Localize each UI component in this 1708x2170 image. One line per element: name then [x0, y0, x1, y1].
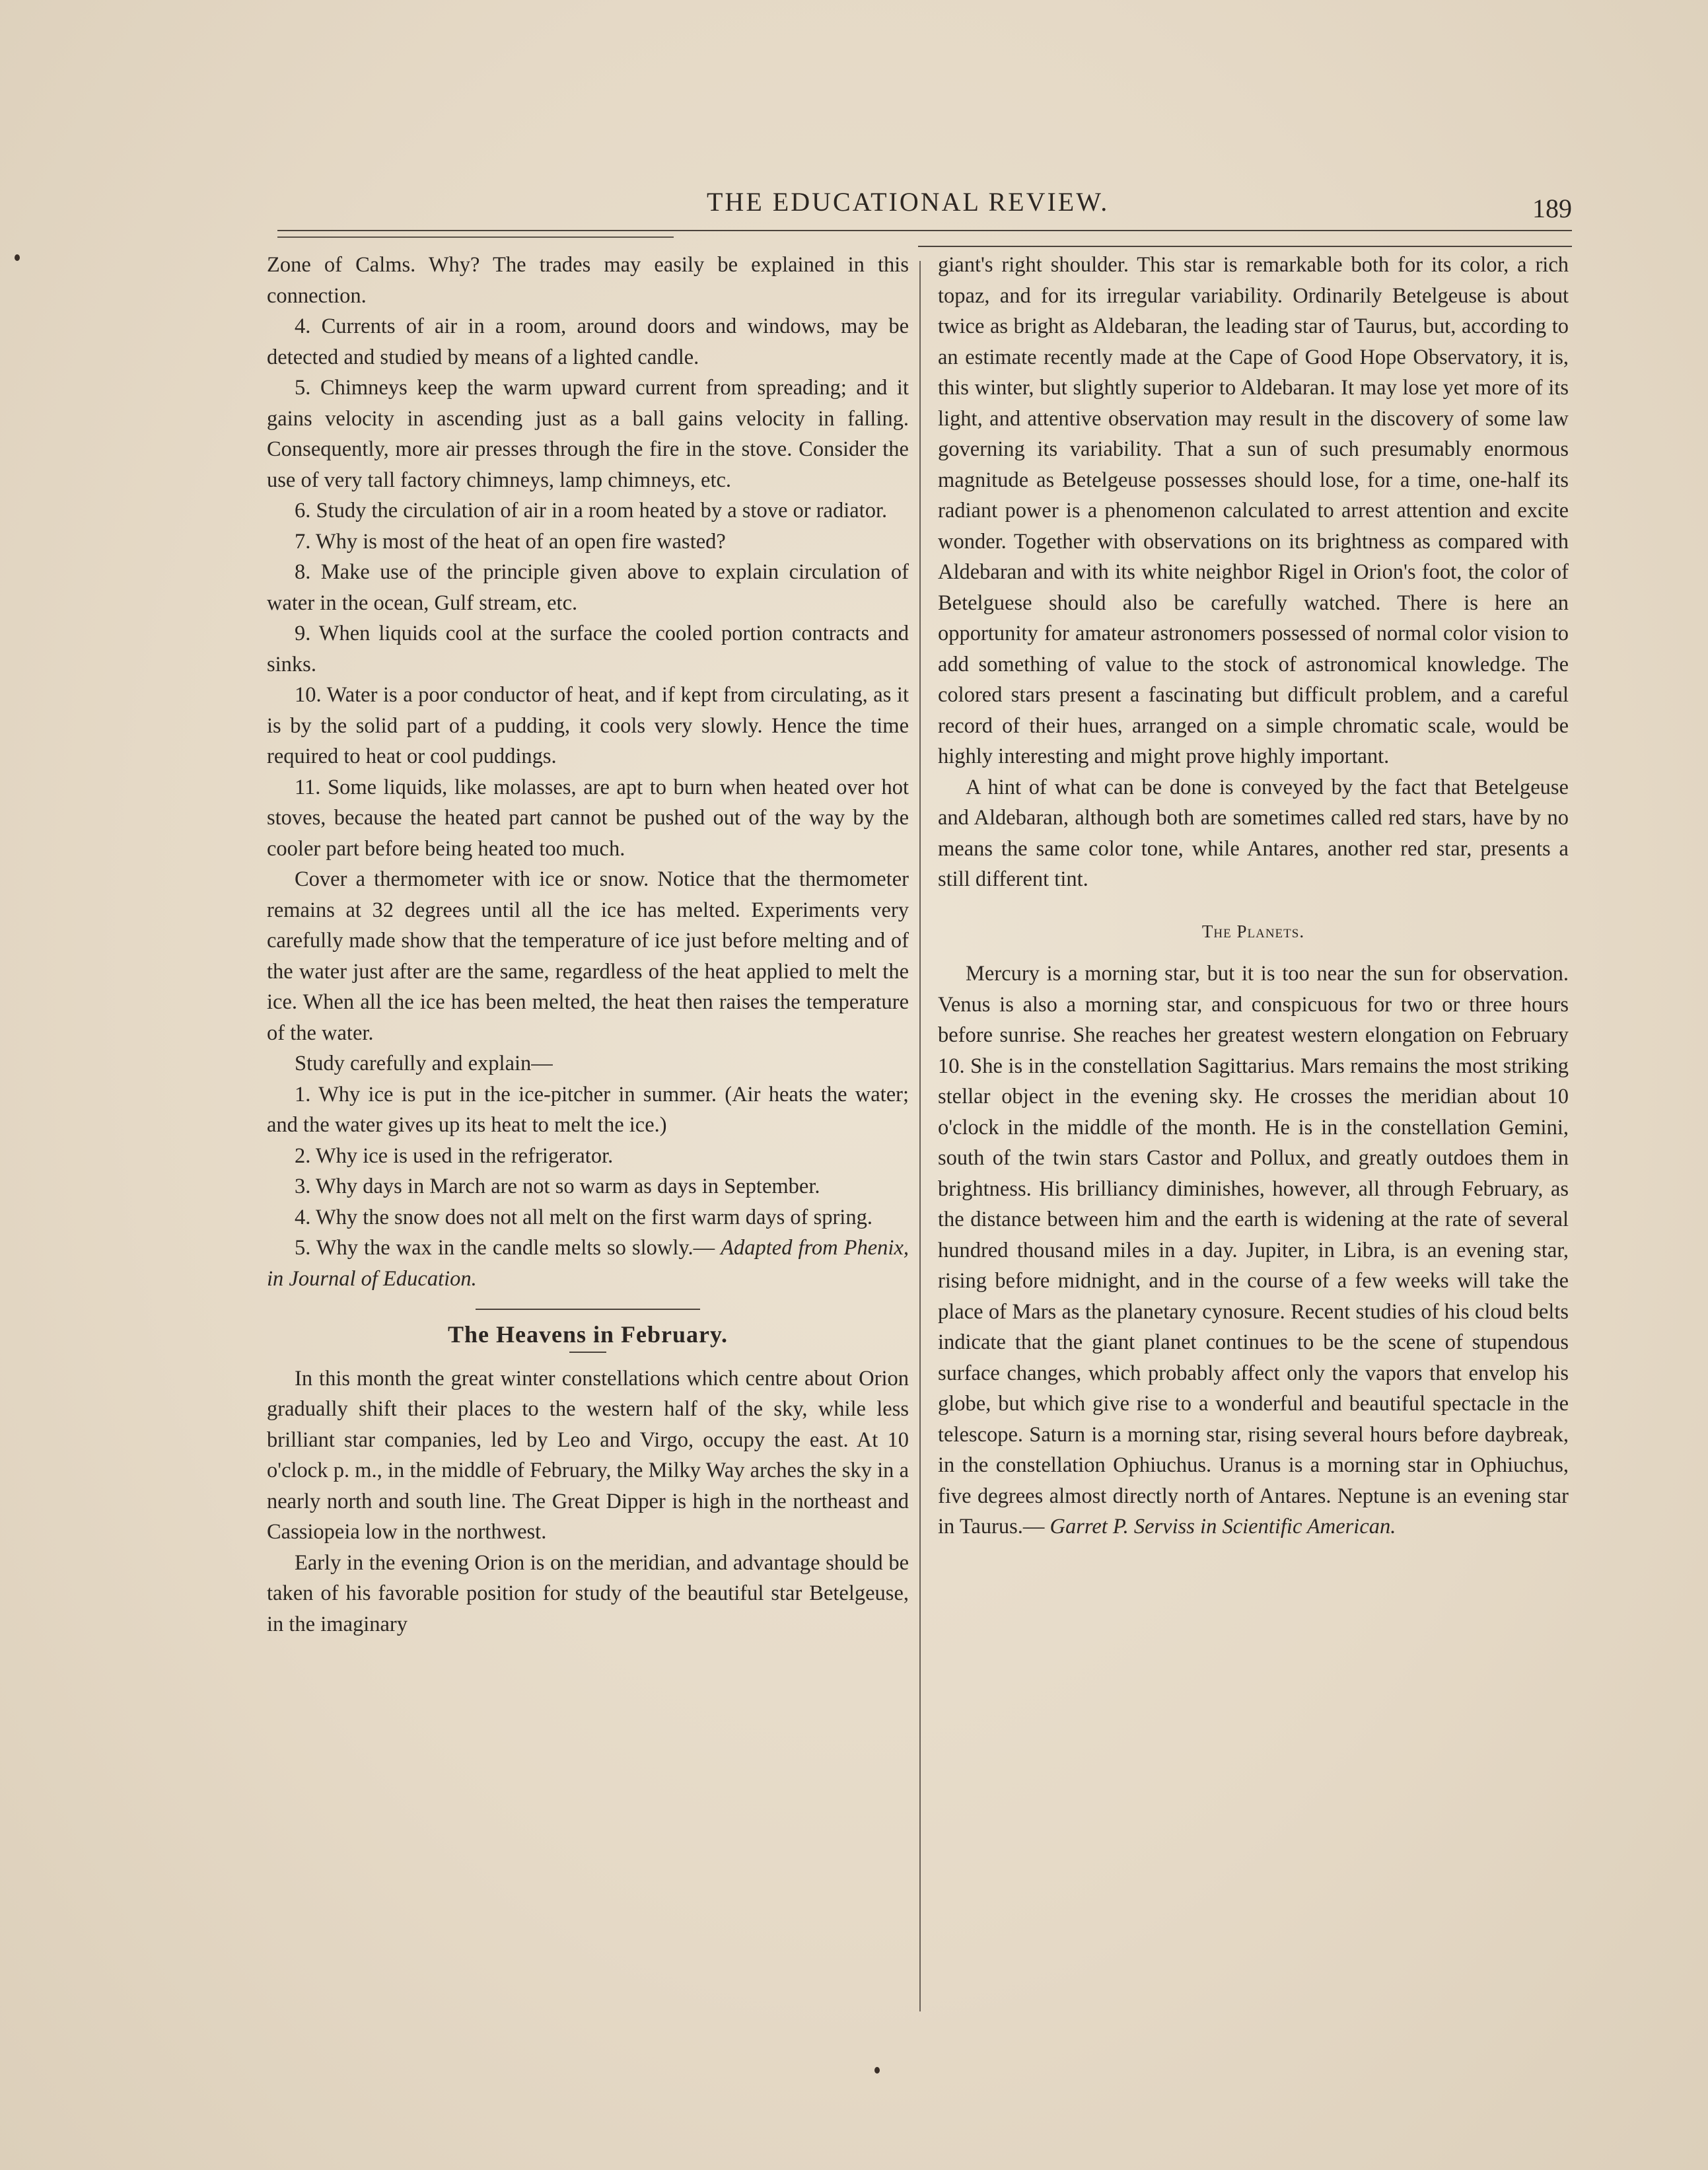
paragraph: Zone of Calms. Why? The trades may easily be explained in this connection.: [267, 253, 909, 308]
right-column: [938, 250, 1569, 1542]
header-rule-short: [277, 236, 674, 238]
header-rule: [277, 230, 1572, 231]
paragraph-with-attribution: [267, 1233, 909, 1294]
ink-spot: [15, 254, 20, 261]
paragraph: 6. Study the circulation of air in a room heated by a stove or radiator.: [295, 499, 888, 523]
paragraph: 9. When liquids cool at the surface the cooled portion contracts and sinks.: [267, 622, 909, 676]
last-item: 5. Why the wax in the candle melts so slowly.—: [295, 1236, 715, 1260]
paragraph: 11. Some liquids, like molasses, are apt to burn when heated over hot stoves, because the heated part cannot be pushed out of the way by the cooler part before being heated too much.: [267, 775, 909, 861]
paragraph: 10. Water is a poor conductor of heat, and if kept from circulating, as it is by the solid part of a pudding, it cools very slowly. Hence the time required to heat or cool puddings.: [267, 683, 909, 768]
header-rule-right: [918, 246, 1572, 247]
section-dash: [569, 1352, 606, 1353]
attribution: Garret P. Serviss in Scientific American.: [1050, 1515, 1396, 1538]
paragraph: Early in the evening Orion is on the meridian, and advantage should be taken of his favorable position for study of the beautiful star Betelgeuse, in the imaginary: [267, 1550, 909, 1636]
paragraph: 4. Why the snow does not all melt on the first warm days of spring.: [295, 1205, 872, 1229]
left-column: [267, 250, 909, 1640]
paragraph: 1. Why ice is put in the ice-pitcher in summer. (Air heats the water; and the water gives up its heat to melt the ice.): [267, 1082, 909, 1137]
running-title: THE EDUCATIONAL REVIEW.: [707, 187, 1110, 217]
paragraph: Cover a thermometer with ice or snow. Notice that the thermometer remains at 32 degrees until all the ice has melted. Experiments very carefully made show that the temperature of ice just before melting and of the water just after are the same, regardless of the heat applied to melt the ice. When all the ice has been melted, the heat then raises the temperature of the water.: [267, 867, 909, 1045]
paragraph: 8. Make use of the principle given above to explain circulation of water in the ocean, Gulf stream, etc.: [267, 560, 909, 615]
paragraph: 2. Why ice is used in the refrigerator.: [295, 1143, 614, 1168]
planets-paragraph: Mercury is a morning star, but it is too near the sun for observation. Venus is also a morning star, and conspicuous for two or three hours before sunrise. She reaches her greatest western elongation on February 10. She is in the constellation Sagittarius. Mars remains the most striking stellar object in the evening sky. He crosses the meridian about 10 o'clock in the middle of the month. He is in the constellation Gemini, south of the twin stars Castor and Pollux, and greatly outdoes them in brightness. His brilliancy diminishes, however, all through February, as the distance between him and the earth is widening at the rate of several hundred thousand miles in a day. Jupiter, in Libra, is an evening star, rising before midnight, and in the course of a few weeks will take the place of Mars as the planetary cynosure. Recent studies of his cloud belts indicate that the giant planet continues to be the scene of stupendous surface changes, which probably affect only the vapors that envelop his globe, but which give rise to a wonderful and beautiful spectacle in the telescope. Saturn is a morning star, rising several hours before daybreak, in the constellation Ophiuchus. Uranus is a morning star in Ophiuchus, five degrees almost directly north of Antares. Neptune is an evening star in Taurus.—: [938, 962, 1569, 1538]
paragraph: A hint of what can be done is conveyed by the fact that Betelgeuse and Aldebaran, although both are sometimes called red stars, have by no means the same color tone, while Antares, another red star, presents a still different tint.: [938, 775, 1569, 891]
page-header: [277, 180, 1572, 233]
section-rule: [476, 1309, 700, 1310]
section-title: The Heavens in February.: [447, 1321, 728, 1348]
paragraph: 5. Chimneys keep the warm upward current from spreading; and it gains velocity in ascending just as a ball gains velocity in falling. Consequently, more air presses through the fire in the stove. Consider the use of very tall factory chimneys, lamp chimneys, etc.: [267, 376, 909, 492]
paragraph: 7. Why is most of the heat of an open fire wasted?: [295, 529, 726, 554]
paragraph: giant's right shoulder. This star is remarkable both for its color, a rich topaz, and for its irregular variability. Ordinarily Betelgeuse is about twice as bright as Aldebaran, the leading star of Taurus, but, according to an estimate recently made at the Cape of Good Hope Observatory, it is, this winter, but slightly superior to Aldebaran. It may lose yet more of its light, and attentive observation may result in the discovery of some law governing its variability. That a sun of such presumably enormous magnitude as Betelgeuse possesses should lose, for a time, one-half its radiant power is a phenomenon calculated to arrest attention and excite wonder. Together with observations on its brightness as compared with Aldebaran and with its white neighbor Rigel in Orion's foot, the color of Betelguese should also be carefully watched. There is here an opportunity for amateur astronomers possessed of normal color vision to add something of value to the stock of astronomical knowledge. The colored stars present a fascinating but difficult problem, and a careful record of their hues, arranged on a simple chromatic scale, would be highly interesting and might prove highly important.: [938, 253, 1569, 768]
column-divider: [919, 261, 921, 2011]
ink-spot: [874, 2067, 880, 2074]
paragraph: 3. Why days in March are not so warm as days in September.: [295, 1175, 820, 1198]
paragraph: In this month the great winter constellations which centre about Orion gradually shift their places to the western half of the sky, while less brilliant star companies, led by Leo and Virgo, occupy the east. At 10 o'clock p. m., in the middle of February, the Milky Way arches the sky in a nearly north and south line. The Great Dipper is high in the northeast and Cassiopeia low in the northwest.: [267, 1366, 909, 1544]
attribution: Adapted from Phenix, in Journal of Education.: [267, 1236, 909, 1291]
paragraph-with-attribution: [938, 958, 1569, 1542]
subheading: The Planets.: [1201, 921, 1305, 941]
paragraph: 4. Currents of air in a room, around doors and windows, may be detected and studied by means of a lighted candle.: [267, 314, 909, 369]
page-number: 189: [1532, 194, 1572, 223]
paragraph: Study carefully and explain—: [295, 1052, 553, 1075]
